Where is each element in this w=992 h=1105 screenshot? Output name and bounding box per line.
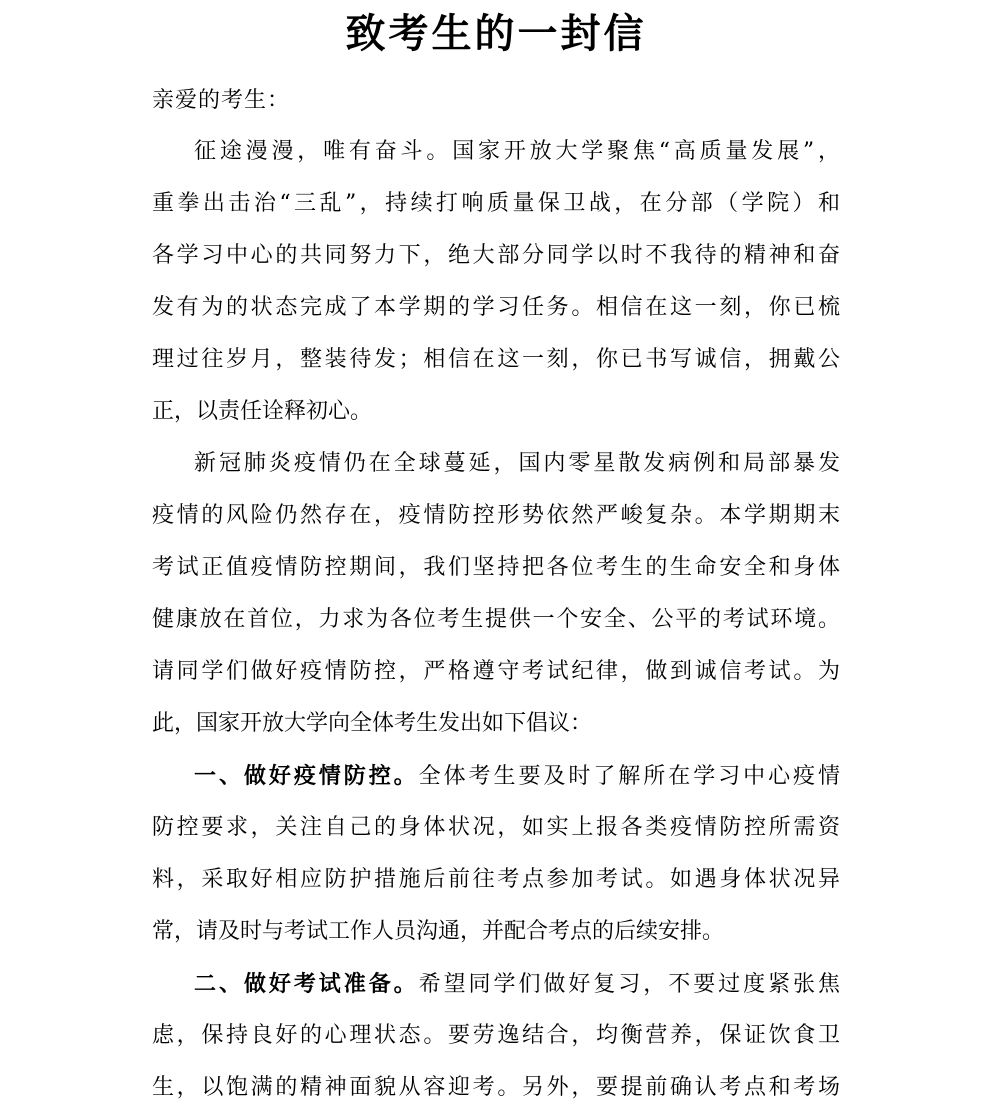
paragraph-3-line-1-text: 全体考生要及时了解所在学习中心疫情 <box>418 764 840 789</box>
paragraph-3-line-2: 防控要求，关注自己的身体状况，如实上报各类疫情防控所需资 <box>152 815 840 840</box>
paragraph-2-line-6: 此，国家开放大学向全体考生发出如下倡议： <box>152 711 593 736</box>
paragraph-4-line-2: 虑，保持良好的心理状态。要劳逸结合，均衡营养，保证饮食卫 <box>152 1023 840 1048</box>
page-title: 致考生的一封信 <box>345 10 647 57</box>
paragraph-2-line-3: 考试正值疫情防控期间，我们坚持把各位考生的生命安全和身体 <box>152 555 840 580</box>
paragraph-1-line-1: 征途漫漫，唯有奋斗。国家开放大学聚焦“高质量发展”， <box>194 139 840 164</box>
paragraph-2-line-5: 请同学们做好疫情防控，严格遵守考试纪律，做到诚信考试。为 <box>152 659 840 684</box>
section-heading-preparation: 二、做好考试准备。 <box>194 971 419 997</box>
paragraph-1-line-3: 各学习中心的共同努力下，绝大部分同学以时不我待的精神和奋 <box>152 243 840 268</box>
greeting: 亲爱的考生： <box>152 88 291 113</box>
paragraph-3-line-1 <box>194 761 840 792</box>
paragraph-4-line-1 <box>194 969 840 1000</box>
paragraph-4-line-3: 生，以饱满的精神面貌从容迎考。另外，要提前确认考点和考场 <box>152 1075 840 1100</box>
paragraph-3-line-4: 常，请及时与考试工作人员沟通，并配合考点的后续安排。 <box>152 919 725 944</box>
section-heading-epidemic: 一、做好疫情防控。 <box>194 763 419 789</box>
paragraph-1-line-5: 理过往岁月，整装待发；相信在这一刻，你已书写诚信，拥戴公 <box>152 347 840 372</box>
paragraph-3-line-3: 料，采取好相应防护措施后前往考点参加考试。如遇身体状况异 <box>152 867 840 892</box>
paragraph-1-line-6: 正，以责任诠释初心。 <box>152 399 373 424</box>
paragraph-1-line-2: 重拳出击治“三乱”，持续打响质量保卫战，在分部（学院）和 <box>152 191 840 216</box>
paragraph-1-line-4: 发有为的状态完成了本学期的学习任务。相信在这一刻，你已梳 <box>152 295 840 320</box>
paragraph-4-line-1-text: 希望同学们做好复习，不要过度紧张焦 <box>418 972 840 997</box>
paragraph-2-line-1: 新冠肺炎疫情仍在全球蔓延，国内零星散发病例和局部暴发 <box>194 451 840 476</box>
paragraph-2-line-2: 疫情的风险仍然存在，疫情防控形势依然严峻复杂。本学期期末 <box>152 503 840 528</box>
paragraph-2-line-4: 健康放在首位，力求为各位考生提供一个安全、公平的考试环境。 <box>152 607 840 632</box>
